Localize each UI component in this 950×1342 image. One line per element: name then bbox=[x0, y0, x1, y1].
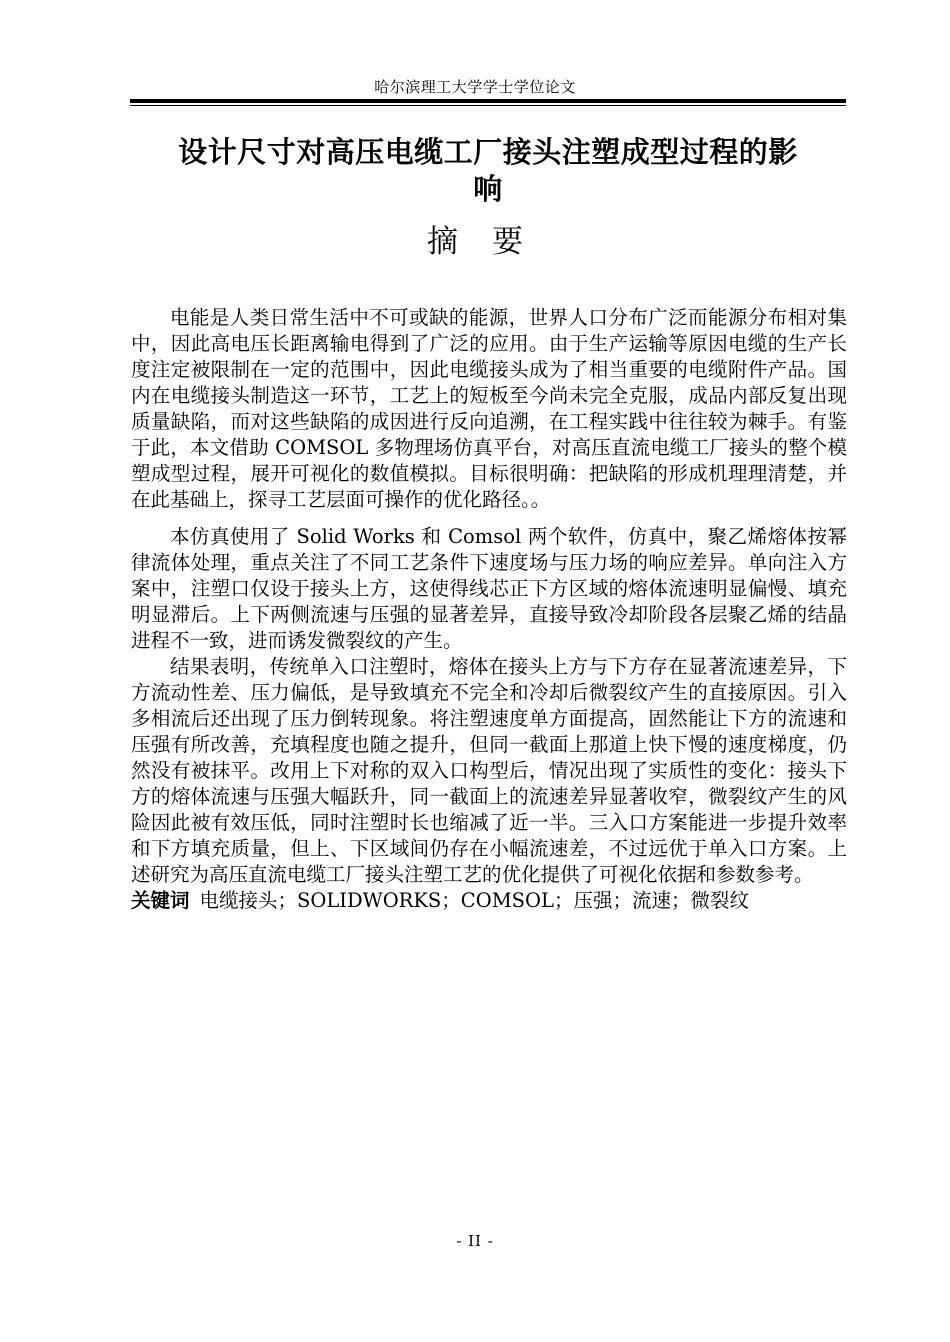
abstract-paragraph-2: 本仿真使用了 Solid Works 和 Comsol 两个软件，仿真中，聚乙烯熔体按幂律流体处理，重点关注了不同工艺条件下速度场与压力场的响应差异。单向注入方案中，注塑口仅设于接头上方，这使得线芯正下方区域的熔体流速明显偏慢、填充明显滞后。上下两侧流速与压强的显著差异，直接导致冷却阶段各层聚乙烯的结晶进程不一致，进而诱发微裂纹的产生。 bbox=[131, 525, 847, 652]
keywords-line bbox=[131, 888, 847, 914]
thesis-title-line2: 响 bbox=[473, 172, 503, 206]
header-rule-thick bbox=[130, 99, 846, 103]
abstract-paragraph-1: 电能是人类日常生活中不可或缺的能源，世界人口分布广泛而能源分布相对集中，因此高电压长距离输电得到了广泛的应用。由于生产运输等原因电缆的生产长度注定被限制在一定的范围中，因此电缆接头成为了相当重要的电缆附件产品。国内在电缆接头制造这一环节，工艺上的短板至今尚未完全克服，成品内部反复出现质量缺陷，而对这些缺陷的成因进行反向追溯，在工程实践中往往较为棘手。有鉴于此，本文借助 COMSOL 多物理场仿真平台，对高压直流电缆工厂接头的整个模塑成型过程，展开可视化的数值模拟。目标很明确：把缺陷的形成机理理清楚，并在此基础上，探寻工艺层面可操作的优化路径。。 bbox=[131, 306, 847, 511]
abstract-body bbox=[131, 305, 847, 914]
thesis-title bbox=[130, 134, 846, 208]
page-number: - II - bbox=[456, 1232, 494, 1250]
keywords-label: 关键词 bbox=[131, 889, 190, 912]
keywords-list: 电缆接头；SOLIDWORKS；COMSOL；压强；流速；微裂纹 bbox=[199, 889, 749, 912]
abstract-paragraph-3: 结果表明，传统单入口注塑时，熔体在接头上方与下方存在显著流速差异，下方流动性差、压力偏低，是导致填充不完全和冷却后微裂纹产生的直接原因。引入多相流后还出现了压力倒转现象。将注塑速度单方面提高，固然能让下方的流速和压强有所改善，充填程度也随之提升，但同一截面上那道上快下慢的速度梯度，仍然没有被抹平。改用上下对称的双入口构型后，情况出现了实质性的变化：接头下方的熔体流速与压强大幅跃升，同一截面上的流速差异显著收窄，微裂纹产生的风险因此被有效压低，同时注塑时长也缩减了近一半。三入口方案能进一步提升效率和下方填充质量，但上、下区域间仍存在小幅流速差，不过远优于单入口方案。上述研究为高压直流电缆工厂接头注塑工艺的优化提供了可视化依据和参数参考。 bbox=[131, 655, 847, 886]
header-rule-thin bbox=[130, 105, 846, 106]
thesis-title-line1: 设计尺寸对高压电缆工厂接头注塑成型过程的影 bbox=[178, 135, 798, 169]
abstract-heading: 摘要 bbox=[427, 224, 557, 260]
running-header: 哈尔滨理工大学学士学位论文 bbox=[374, 78, 576, 96]
